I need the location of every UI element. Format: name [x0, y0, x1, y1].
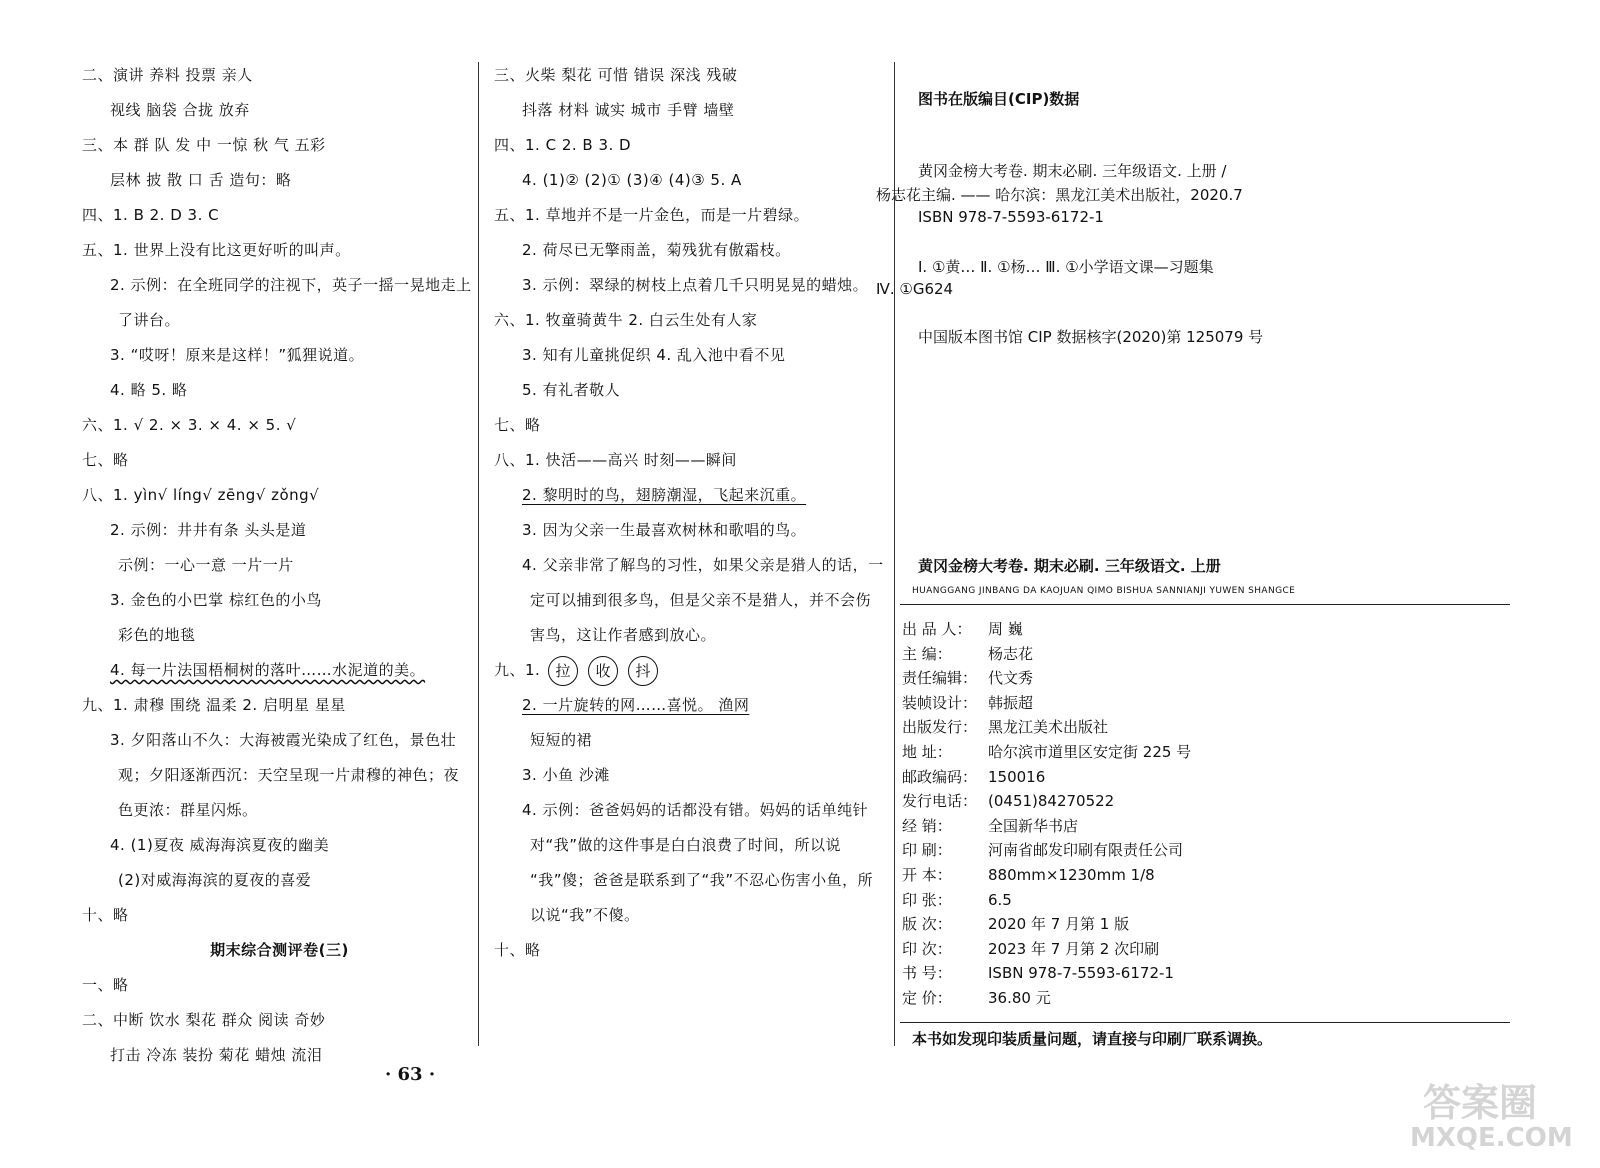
answer-line	[82, 338, 477, 373]
answer-line	[494, 618, 889, 653]
info-value: 代文秀	[988, 669, 1034, 688]
answer-line	[494, 478, 889, 513]
answer-column-1	[82, 58, 477, 1073]
answer-text: 4. 略 5. 略	[110, 381, 188, 399]
answer-text: (2)对威海海滨的夏夜的喜爱	[118, 871, 312, 889]
answer-line	[494, 198, 889, 233]
answer-line	[82, 758, 477, 793]
info-row	[902, 962, 1174, 983]
info-row	[902, 913, 1129, 934]
circled-character: 抖	[628, 656, 658, 686]
watermark-text: 答案圈	[1422, 1081, 1537, 1125]
divider-line	[900, 604, 1510, 605]
answer-line	[82, 478, 477, 513]
info-label: 主 编：	[902, 644, 952, 663]
answer-text: 3. 知有儿童挑促织 4. 乱入池中看不见	[522, 346, 786, 364]
info-row	[902, 766, 1045, 787]
answer-line	[82, 723, 477, 758]
answer-line	[494, 828, 889, 863]
page-number: · 63 ·	[385, 1064, 436, 1085]
answer-text: 视线 脑袋 合拢 放弃	[110, 101, 250, 119]
answer-line	[494, 723, 889, 758]
cip-line: 中国版本图书馆 CIP 数据核字(2020)第 125079 号	[918, 328, 1264, 346]
answer-text: 对“我”做的这件事是白白浪费了时间，所以说	[530, 836, 842, 854]
cip-title: 图书在版编目(CIP)数据	[918, 90, 1080, 108]
info-label: 出 品 人：	[902, 620, 972, 638]
answer-line	[494, 373, 889, 408]
info-label: 地 址：	[902, 743, 952, 761]
info-value: 6.5	[988, 890, 1012, 909]
answer-text: 4. 每一片法国梧桐树的落叶……水泥道的美。	[110, 661, 426, 679]
info-value: 全国新华书店	[988, 816, 1079, 835]
info-label: 版 次：	[902, 915, 952, 934]
answer-text: 一、略	[82, 976, 129, 994]
answer-text: 2. 黎明时的鸟，翅膀潮湿，飞起来沉重。	[522, 486, 807, 504]
info-value: 2020 年 7 月第 1 版	[988, 915, 1130, 934]
answer-line	[494, 128, 889, 163]
answer-line	[82, 863, 477, 898]
watermark-url: MXQE.COM	[1410, 1123, 1573, 1153]
answer-text: 4. 父亲非常了解鸟的习性，如果父亲是猎人的话，一	[522, 556, 884, 574]
answer-line	[82, 128, 477, 163]
answer-text: 示例：一心一意 一片一片	[118, 556, 294, 574]
answer-text: 了讲台。	[118, 311, 181, 329]
answer-line	[82, 968, 477, 1003]
circled-character: 拉	[548, 656, 578, 686]
answer-line	[82, 233, 477, 268]
answer-text: 层林 披 散 口 舌 造句：略	[110, 171, 292, 189]
info-row	[902, 815, 1078, 836]
cip-line: 杨志花主编. —— 哈尔滨：黑龙江美术出版社，2020.7	[876, 186, 1243, 204]
answer-text: 2. 荷尽已无擎雨盖，菊残犹有傲霜枝。	[522, 241, 791, 259]
info-row	[902, 790, 1114, 811]
answer-line	[82, 93, 477, 128]
info-label: 出版发行：	[902, 718, 978, 737]
answer-line	[82, 268, 477, 303]
answer-line	[82, 898, 477, 933]
answer-line	[494, 933, 889, 968]
answer-line	[82, 513, 477, 548]
cip-line: Ⅰ. ①黄… Ⅱ. ①杨… Ⅲ. ①小学语文课—习题集	[918, 258, 1214, 276]
info-row	[902, 889, 1012, 910]
info-value: 黑龙江美术出版社	[988, 718, 1109, 737]
info-label: 发行电话：	[902, 792, 978, 811]
answer-text: 七、略	[494, 416, 541, 434]
answer-line	[82, 198, 477, 233]
circled-character: 收	[588, 656, 618, 686]
answer-text: 二、中断 饮水 梨花 群众 阅读 奇妙	[82, 1011, 326, 1029]
info-row	[902, 667, 1033, 688]
answer-line	[494, 303, 889, 338]
answer-line	[494, 268, 889, 303]
info-label: 书 号：	[902, 964, 952, 983]
column-divider	[478, 62, 479, 1046]
info-row	[902, 741, 1191, 762]
answer-line	[494, 163, 889, 198]
answer-line	[82, 58, 477, 93]
answer-text: 观；夕阳逐渐西沉：天空呈现一片肃穆的神色；夜	[118, 766, 460, 784]
answer-text: 四、1. C 2. B 3. D	[494, 136, 632, 154]
answer-line	[82, 408, 477, 443]
answer-line	[82, 548, 477, 583]
answer-text: 六、1. √ 2. × 3. × 4. × 5. √	[82, 416, 297, 434]
answer-line	[82, 828, 477, 863]
info-label: 装帧设计：	[902, 693, 978, 712]
answer-text: 彩色的地毯	[118, 626, 196, 644]
answer-text: 十、略	[494, 941, 541, 959]
answer-text: 四、1. B 2. D 3. C	[82, 206, 220, 224]
answer-text: 害鸟，这让作者感到放心。	[530, 626, 717, 644]
answer-text: 4. (1)夏夜 威海海滨夏夜的幽美	[110, 836, 330, 854]
answer-text: 3. 小鱼 沙滩	[522, 766, 610, 784]
section-heading	[82, 933, 477, 968]
cip-line: ISBN 978-7-5593-6172-1	[918, 208, 1104, 226]
answer-text: 打击 冷冻 装扮 菊花 蜡烛 流泪	[110, 1046, 323, 1064]
info-label: 印 次：	[902, 939, 952, 958]
answer-line	[82, 163, 477, 198]
answer-text: 抖落 材料 诚实 城市 手臂 墙壁	[522, 101, 735, 119]
info-value: 2023 年 7 月第 2 次印刷	[988, 939, 1160, 958]
answer-line	[82, 1003, 477, 1038]
info-row	[902, 987, 1051, 1008]
answer-column-2	[494, 58, 889, 968]
answer-text: 3. 夕阳落山不久：大海被霞光染成了红色，景色壮	[110, 731, 457, 749]
answer-text: 5. 有礼者敬人	[522, 381, 621, 399]
info-label: 邮政编码：	[902, 767, 978, 786]
answer-line	[494, 408, 889, 443]
book-title-pinyin: HUANGGANG JINBANG DA KAOJUAN QIMO BISHUA SANNIANJI YUWEN SHANGCE	[912, 586, 1296, 596]
info-row	[902, 864, 1155, 885]
info-value: ISBN 978-7-5593-6172-1	[988, 964, 1174, 983]
answer-line	[494, 93, 889, 128]
answer-text: 以说“我”不傻。	[530, 906, 640, 924]
answer-text: 九、1.	[494, 661, 541, 679]
watermark-logo	[1410, 1081, 1573, 1153]
info-value: 36.80 元	[988, 989, 1051, 1007]
answer-text: 三、火柴 梨花 可惜 错误 深浅 残破	[494, 66, 738, 84]
answer-line	[494, 58, 889, 93]
info-value: 周 巍	[988, 620, 1023, 638]
answer-text: 3. 示例：翠绿的树枝上点着几千只明晃晃的蜡烛。	[522, 276, 869, 294]
info-row	[902, 716, 1108, 737]
info-value: 杨志花	[988, 644, 1034, 663]
answer-text: 3. 金色的小巴掌 棕红色的小鸟	[110, 591, 322, 609]
answer-line	[494, 863, 889, 898]
answer-line	[82, 688, 477, 723]
info-value: 河南省邮发印刷有限责任公司	[988, 841, 1184, 860]
info-row	[902, 618, 1023, 639]
info-value: (0451)84270522	[988, 792, 1115, 811]
info-label: 经 销：	[902, 816, 952, 835]
answer-text: 五、1. 世界上没有比这更好听的叫声。	[82, 241, 351, 259]
answer-line	[82, 303, 477, 338]
answer-line	[494, 758, 889, 793]
info-row	[902, 643, 1033, 664]
info-label: 定 价：	[902, 989, 952, 1007]
answer-line	[82, 793, 477, 828]
answer-text: 八、1. 快活——高兴 时刻——瞬间	[494, 451, 737, 469]
answer-line	[494, 793, 889, 828]
answer-text: 期末综合测评卷(三)	[210, 941, 349, 959]
answer-text: 二、演讲 养料 投票 亲人	[82, 66, 253, 84]
answer-line	[494, 583, 889, 618]
quality-notice: 本书如发现印装质量问题，请直接与印刷厂联系调换。	[912, 1030, 1273, 1048]
answer-text: 3. 因为父亲一生最喜欢树林和歌唱的鸟。	[522, 521, 807, 539]
info-row	[902, 692, 1033, 713]
info-value: 880mm×1230mm 1/8	[988, 866, 1155, 884]
answer-text: 色更浓：群星闪烁。	[118, 801, 258, 819]
info-label: 责任编辑：	[902, 669, 978, 688]
answer-text: 三、本 群 队 发 中 一惊 秋 气 五彩	[82, 136, 326, 154]
answer-line	[494, 233, 889, 268]
answer-line	[82, 443, 477, 478]
divider-line	[900, 1022, 1510, 1023]
answer-text: 定可以捕到很多鸟，但是父亲不是猎人，并不会伤	[530, 591, 872, 609]
book-title: 黄冈金榜大考卷. 期末必刷. 三年级语文. 上册	[918, 557, 1221, 575]
answer-line	[82, 653, 477, 688]
answer-text: 短短的裙	[530, 731, 593, 749]
cip-line: Ⅳ. ①G624	[876, 280, 954, 298]
answer-text: 九、1. 肃穆 围绕 温柔 2. 启明星 星星	[82, 696, 346, 714]
answer-line	[82, 373, 477, 408]
answer-line	[82, 583, 477, 618]
answer-line	[494, 653, 889, 688]
cip-line: 黄冈金榜大考卷. 期末必刷. 三年级语文. 上册 /	[918, 162, 1227, 180]
answer-line	[494, 898, 889, 933]
answer-line	[494, 513, 889, 548]
answer-text: 4. 示例：爸爸妈妈的话都没有错。妈妈的话单纯针	[522, 801, 869, 819]
answer-line	[494, 548, 889, 583]
info-value: 哈尔滨市道里区安定街 225 号	[988, 743, 1192, 761]
info-row	[902, 839, 1183, 860]
answer-line	[494, 443, 889, 478]
answer-text: 六、1. 牧童骑黄牛 2. 白云生处有人家	[494, 311, 758, 329]
answer-line	[82, 618, 477, 653]
info-value: 150016	[988, 767, 1046, 786]
info-label: 开 本：	[902, 866, 952, 884]
answer-text: 2. 示例：在全班同学的注视下，英子一摇一晃地走上	[110, 276, 472, 294]
info-row	[902, 938, 1159, 959]
answer-text: 七、略	[82, 451, 129, 469]
answer-text: 4. (1)② (2)① (3)④ (4)③ 5. A	[522, 171, 742, 189]
info-label: 印 张：	[902, 890, 952, 909]
column-divider	[894, 62, 895, 1046]
answer-line	[494, 338, 889, 373]
answer-line	[494, 688, 889, 723]
info-label: 印 刷：	[902, 841, 952, 860]
answer-text: “我”傻；爸爸是联系到了“我”不忍心伤害小鱼，所	[530, 871, 874, 889]
info-value: 韩振超	[988, 693, 1034, 712]
answer-text: 3. “哎呀！原来是这样！”狐狸说道。	[110, 346, 365, 364]
answer-text: 五、1. 草地并不是一片金色，而是一片碧绿。	[494, 206, 810, 224]
answer-text: 2. 示例：井井有条 头头是道	[110, 521, 307, 539]
answer-text: 八、1. yìn√ líng√ zēng√ zǒng√	[82, 486, 320, 504]
answer-text: 十、略	[82, 906, 129, 924]
answer-text: 2. 一片旋转的网……喜悦。 渔网	[522, 696, 750, 714]
